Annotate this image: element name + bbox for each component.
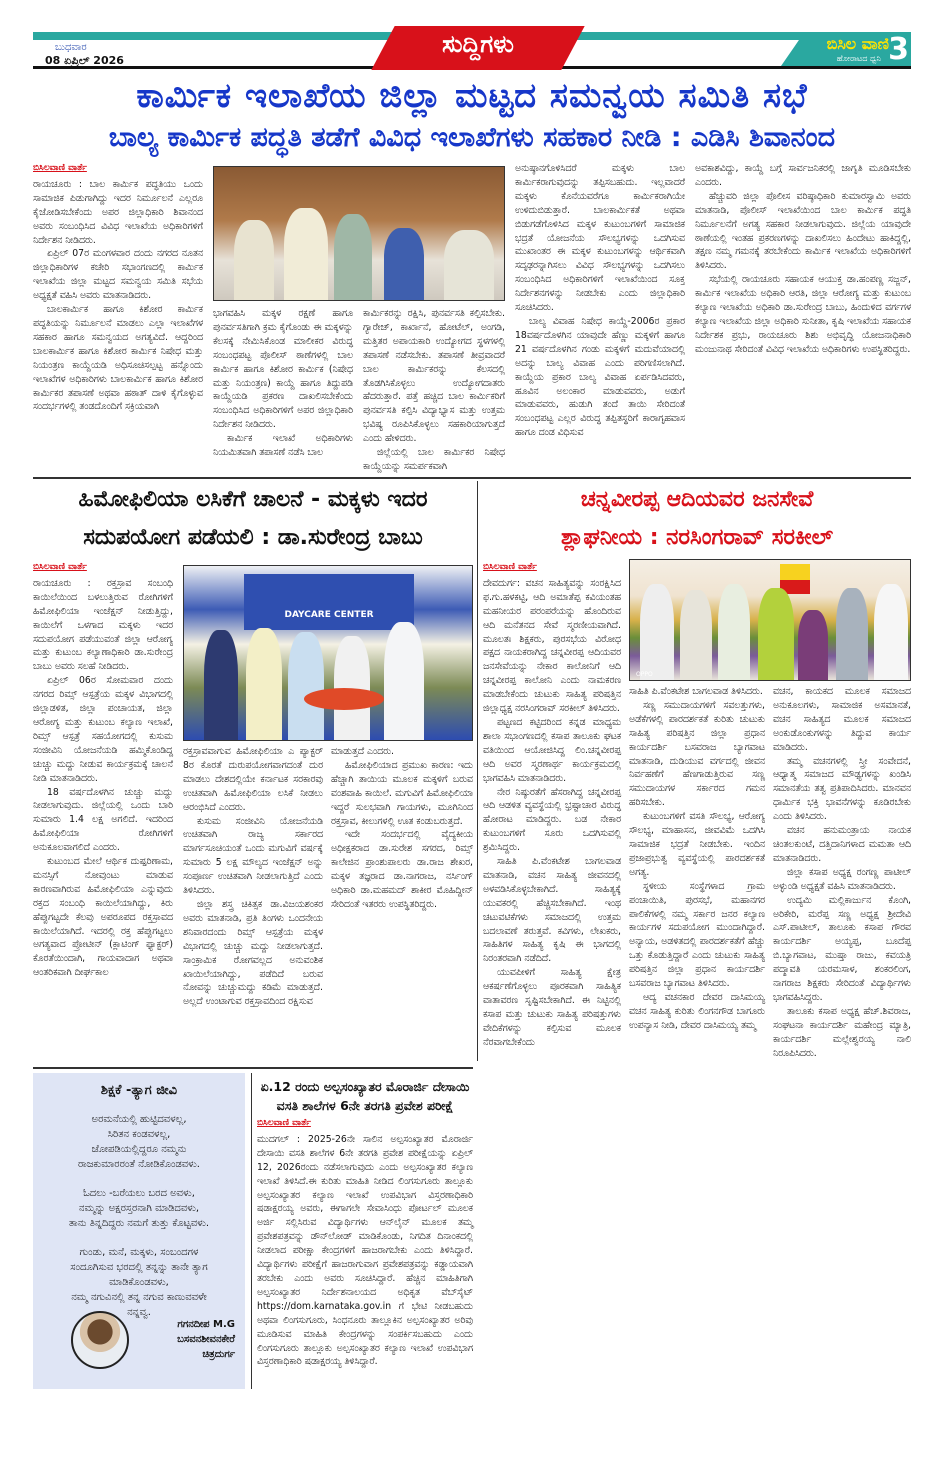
- paragraph: ಇದೇ ಸಂದರ್ಭದಲ್ಲಿ ವೈದ್ಯಕೀಯ ಅಧೀಕ್ಷಕರಾದ ಡಾ.ಸುರೇಶ ಸಗರದ, ರಿಮ್ಸ್ ಕಾಲೇಜಿನ ಪ್ರಾಂಶುಪಾಲರು ಡಾ.ರಾಜ ಶೇಖರ, ಮಕ್ಕಳ ತಜ್ಞರಾದ ಡಾ.ನಾಗರಾಜ, ನರ್ಸಿಂಗ್ ಅಧಿಕಾರಿ ಡಾ.ಮಹಮದ್ ಶಾಕೀರ ಮೊಹಿದ್ದೀನ್ ಸೇರಿದಂತೆ ಇತರರು ಉಪಸ್ಥಿತರಿದ್ದರು.: [331, 829, 473, 910]
- brand-name: ಬಿಸಿಲ ವಾಣಿ: [826, 34, 889, 53]
- paragraph: ಪಟ್ಟಣದ ಕಟ್ಟಿದರಿಂದ ಕನ್ನಡ ಮಾಧ್ಯಮ ಶಾಲಾ ಸಭಾಂಗಣದಲ್ಲಿ ಕಸಾಪ ತಾಲೂಕು ಘಟಕ ವತಿಯಿಂದ ಆಯೋಜಿಸಿದ್ದ ಲಿಂ.ಚನ್ನವೀರಪ್ಪ ಆದಿ ಅವರ ಸ್ಮರಣಾರ್ಥ ಕಾರ್ಯಕ್ರಮದಲ್ಲಿ ಭಾಗವಹಿಸಿ ಮಾತನಾಡಿದರು.: [483, 716, 621, 784]
- paragraph: ಜಿಲ್ಲಾ ಕಸಾಪ ಅಧ್ಯಕ್ಷ ರಂಗಣ್ಣ ಪಾಟೀಲ್ ಅಳ್ಳುಂಡಿ ಅಧ್ಯಕ್ಷತೆ ವಹಿಸಿ ಮಾತನಾಡಿದರು.: [773, 866, 911, 892]
- section-divider: [33, 477, 911, 479]
- paragraph: ಏಪ್ರಿಲ್ 06ರ ಸೋಮವಾರ ದಂದು ನಗರದ ರಿಮ್ಸ್ ಆಸ್ಪತ್ರೆಯ ಮಕ್ಕಳ ವಿಭಾಗದಲ್ಲಿ ಜಿಲ್ಲಾಡಳಿತ, ಜಿಲ್ಲಾ ಪಂಚಾಯತ, ಜಿಲ್ಲಾ ಆರೋಗ್ಯ ಮತ್ತು ಕುಟುಂಬ ಕಲ್ಯಾಣ ಇಲಾಖೆ, ರಿಮ್ಸ್ ಆಸ್ಪತ್ರೆ ಸಹಯೋಗದಲ್ಲಿ ಕುಸುಮ ಸಂಜೀವಿನಿ ಯೋಜನೆಯಡಿ ಹಮ್ಮಿಕೊಂಡಿದ್ದ ಚುಚ್ಚು ಮದ್ದು ನೀಡುವ ಕಾರ್ಯಕ್ರಮಕ್ಕೆ ಚಾಲನೆ ನೀಡಿ ಮಾತನಾಡಿದರು.: [33, 675, 173, 784]
- hemophilia-photo: [183, 565, 473, 741]
- person-figure: [640, 584, 674, 680]
- paragraph: ತಾಲೂಕು ಕಸಾಪ ಅಧ್ಯಕ್ಷ ಹೆಚ್.ಶಿವರಾಜ, ಸಂಘಟನಾ ಕಾರ್ಯದರ್ಶಿ ಮಹೇಂದ್ರ ಮ್ಯಾತ್ರಿ, ಕಾರ್ಯದರ್ಶಿ ಮಲ್ಲೇಶ್ವರಯ್ಯ ನಾಲಿ ನಿರೂಪಿಸಿದರು.: [773, 1005, 911, 1059]
- paragraph: ಉದ್ಯಮಿ ಮಲ್ಲಿಕಾರ್ಜುನ ಕೊಂಗಿ, ಅರಿಕೇರಿ, ಮರೆಪ್ಪ ಸಣ್ಣ ಅಧ್ಯಕ್ಷ ಶ್ರೀದೇವಿ ಎಸ್.ಪಾಟೀಲ್, ತಾಲೂಕು ಕಸಾಪ ಗೌರವ ಕಾರ್ಯದರ್ಶಿ ಅಯ್ಯಪ್ಪ, ಬೂದೆಪ್ಪ ಬಿ.ಬ್ಯಾಗವಾಟ, ಮುಷ್ತಾ ರಾಜು, ಕವಯತ್ರಿ ಪದ್ಮಾವತಿ ಯರಮಸಾಳ, ಶಂಕರಲಿಂಗ, ನಾಗರಾಜ ಶಿಕ್ಷಕರು ಸೇರಿದಂತೆ ವಿದ್ಯಾರ್ಥಿಗಳು ಭಾಗವಹಿಸಿದ್ದರು.: [773, 894, 911, 1003]
- hemophilia-column-3: [331, 745, 473, 912]
- hemophilia-headline: [33, 481, 473, 557]
- paragraph: ಬಾಲ್ಯ ವಿವಾಹ ನಿಷೇಧ ಕಾಯ್ದೆ-2006ರ ಪ್ರಕಾರ 18ವರ್ಷದೊಳಗಿನ ಯಾವುದೇ ಹೆಣ್ಣು ಮಕ್ಕಳಿಗೆ ಹಾಗೂ 21 ವರ್ಷದೊಳಗಿನ ಗಂಡು ಮಕ್ಕಳಿಗೆ ಮದುವೆಯಾದಲ್ಲಿ ಅದನ್ನು ಬಾಲ್ಯ ವಿವಾಹ ಎಂದು ಪರಿಗಣಿಸಲಾಗಿದೆ. ಕಾಯ್ದೆಯ ಪ್ರಕಾರ ಬಾಲ್ಯ ವಿವಾಹ ಏರ್ಪಡಿಸಿದವರು, ಹೂವಿನ ಅಲಂಕಾರ ಮಾಡುವವರು, ಅಡುಗೆ ಮಾಡುವವರು, ಹುಡುಗಿ ತಂದೆ ತಾಯಿ ಸೇರಿದಂತೆ ಸಂಬಂಧಪಟ್ಟ ಎಲ್ಲರ ವಿರುದ್ಧ ತಪ್ಪಿತಸ್ಥರಿಗೆ ಕಾರಾಗೃಹವಾಸ ಹಾಗೂ ದಂಡ ವಿಧಿಸುವ: [515, 315, 685, 439]
- hemophilia-column-1: [33, 561, 173, 980]
- paragraph: ಅವಕಾಶವಿದ್ದು, ಕಾಯ್ದೆ ಬಗ್ಗೆ ಸಾರ್ವಜನಿಕರಲ್ಲಿ ಜಾಗೃತಿ ಮೂಡಿಸಬೇಕು ಎಂದರು.: [695, 163, 911, 188]
- person-figure: [680, 590, 712, 680]
- author-avatar: [71, 1311, 129, 1369]
- paragraph: ಸ್ಥಳೀಯ ಸಂಸ್ಥೆಗಳಾದ ಗ್ರಾಮ ಪಂಚಾಯಿತಿ, ಪುರಸಭೆ, ಮಹಾನಗರ ಪಾಲಿಕೆಗಳಲ್ಲಿ ನಮ್ಮ ಸರ್ಕಾರ ಜನರ ಕಲ್ಯಾಣ ಕಾರ್ಯಗಳ ಸದುಪಯೋಗ ಮುಂದಾಗಿದ್ದಾರೆ. ಅನ್ಯಾಯ, ಅಡಳಿತದಲ್ಲಿ ಪಾರದರ್ಶಕತೆಗೆ ಹೆಚ್ಚು ಒತ್ತು ಕೊಡುತ್ತಿದ್ದಾರೆ ಎಂದು ಚುಟುಕು ಸಾಹಿತ್ಯ ಪರಿಷತ್ತಿನ ಜಿಲ್ಲಾ ಪ್ರಧಾನ ಕಾರ್ಯದರ್ಶಿ ಬಸವರಾಜ ಬ್ಯಾಗವಾಟ ತಿಳಿಸಿದರು.: [629, 880, 765, 990]
- poem-stanza: ಓದಲು -ಬರೆಯಲು ಬರದ ಅವಳು, ನಮ್ಮನ್ನು ಅಕ್ಷರಸ್ತರನಾಗಿ ಮಾಡಿದವಳು, ತಾನು ತಿನ್ನದಿದ್ದರು ನಮಗೆ ತುತ್ತು ಕೊಟ್ಟವಳು.: [68, 1188, 210, 1229]
- paragraph: ಯುವಪೀಳಿಗೆ ಸಾಹಿತ್ಯ ಕ್ಷೇತ್ರ ಆಕರ್ಷಣೆಗೊಳ್ಳಲು ಪೂರಕವಾಗಿ ಸಾಹಿತ್ಯಿಕ ವಾತಾವರಣ ಸೃಷ್ಟಿಸಬೇಕಾಗಿದೆ. ಈ ನಿಟ್ಟಿನಲ್ಲಿ ಕಸಾಪ ಮತ್ತು ಚುಟುಕು ಸಾಹಿತ್ಯ ಪರಿಷತ್ತುಗಳು ವೇದಿಕೆಗಳನ್ನು ಕಲ್ಪಿಸುವ ಮೂಲಕ ನೆರವಾಗಬೇಕೆಂದು: [483, 967, 621, 1048]
- lead-column-3: [363, 307, 505, 474]
- byline: ಬಿಸಿಲವಾಣಿ ವಾರ್ತೆ: [257, 1118, 311, 1128]
- bottom-section: [33, 1067, 911, 1397]
- person-figure: [836, 588, 868, 680]
- column-divider: [251, 1073, 252, 1389]
- channaveerappa-column-1: [483, 561, 621, 1050]
- paragraph: ಹಿಮೋಫಿಲಿಯಾದ ಪ್ರಮುಖ ಕಾರಣ: ಇದು ಹೆಚ್ಚಾಗಿ ತಾಯಿಯ ಮೂಲಕ ಮಕ್ಕಳಿಗೆ ಬರುವ ವಂಶವಾಹಿ ಕಾಯಿಲೆ. ಮಗುವಿಗೆ ಹಿಮೋಫಿಲಿಯಾ ಇದ್ದರೆ ಸುಲಭವಾಗಿ ಗಾಯಗಳು, ಮೂಗಿನಿಂದ ರಕ್ತಸ್ರಾವ, ಕೀಲುಗಳಲ್ಲಿ ಊತ ಕಂಡುಬರುತ್ತದೆ.: [331, 759, 473, 827]
- channaveerappa-column-3: [773, 685, 911, 1060]
- person-figure: [444, 230, 494, 300]
- paragraph: ಆದ್ಯ ವಚನಕಾರ ದೇವರ ದಾಸಿಮಯ್ಯ ವಚನ ಸಾಹಿತ್ಯ ಕುರಿತು ಲಿಂಗನಗೌಡ ಬಾಗೂರು ಉಪನ್ಯಾಸ ನೀಡಿ, ದೇವರ ದಾಸಿಮಯ್ಯ ತಮ್ಮ: [629, 991, 765, 1031]
- hemophilia-headline-line-1: ಹಿಮೋಫಿಲಿಯಾ ಲಸಿಕೆಗೆ ಚಾಲನೆ - ಮಕ್ಕಳು ಇದರ: [78, 487, 428, 512]
- section-divider: [33, 1067, 473, 1069]
- paragraph: ಜಿಲ್ಲಾ ಶಸ್ತ್ರ ಚಿಕಿತ್ಸಕ ಡಾ.ವಿಜಯಶಂಕರ ಅವರು ಮಾತನಾಡಿ, ಪ್ರತಿ ತಿಂಗಳು ಒಂದನೇಯ ಶನಿವಾರದಂದು ರಿಮ್ಸ್ ಆಸ್ಪತ್ರೆಯ ಮಕ್ಕಳ ವಿಭಾಗದಲ್ಲಿ ಚುಚ್ಚು ಮದ್ದು ನೀಡಲಾಗುತ್ತದೆ. ಸಾಂಕ್ರಾಮಿಕ ರೋಗವಲ್ಲದ ಅನುವಂಶಿಕ ಖಾಯಿಲೆಯಾಗಿದ್ದು, ಪಡೆದಿದೆ ಬರುವ ನೋವನ್ನು ಚುಚ್ಚುಮದ್ದು ಕಡಿಮೆ ಮಾಡುತ್ತದೆ. ಅಲ್ಲದೆ ಉಂಟಾಗುವ ರಕ್ತಸ್ರಾವದಿಂದ ರಕ್ಷಿಸುವ: [183, 898, 323, 1008]
- paragraph: ಕುಟುಂಬಗಳಿಗೆ ವಸತಿ ಸೌಲಭ್ಯ, ಆರೋಗ್ಯ ಸೌಲಭ್ಯ, ಮಾಹಾಸನ, ಜೀವವಿಮೆ ಒದಗಿಸಿ ಸಾಮಾಜಿಕ ಭದ್ರತೆ ನೀಡಬೇಕು. ಇಂದಿನ ಪ್ರಜಾಪ್ರಭುತ್ವ ವ್ಯವಸ್ಥೆಯಲ್ಲಿ ಪಾರದರ್ಶಕತೆ ಅಗತ್ಯ.: [629, 811, 765, 878]
- person-figure: [234, 220, 274, 300]
- lead-story: [33, 162, 911, 477]
- poem-title: ಶಿಕ್ಷಕೆ -ತ್ಯಾಗ ಜೀವಿ: [100, 1083, 178, 1098]
- lead-headline: ಕಾರ್ಮಿಕ ಇಲಾಖೆಯ ಜಿಲ್ಲಾ ಮಟ್ಟದ ಸಮನ್ವಯ ಸಮಿತಿ ಸಭೆ: [136, 76, 808, 116]
- paragraph: ಭಾಗವಹಿಸಿ ಮಕ್ಕಳ ರಕ್ಷಣೆ ಹಾಗೂ ಪುನರ್ವಸತಿಗಾಗಿ ಕ್ರಮ ಕೈಗೊಂಡು ಈ ಮಕ್ಕಳನ್ನು ಕೆಲಸಕ್ಕೆ ನೇಮಿಸಿಕೊಂಡ ಮಾಲೀಕರ ವಿರುದ್ಧ ಸಂಬಂಧಪಟ್ಟ ಪೊಲೀಸ್ ಠಾಣೆಗಳಲ್ಲಿ ಬಾಲ ಕಾರ್ಮಿಕ ಹಾಗೂ ಕಿಶೋರ ಕಾರ್ಮಿಕ (ನಿಷೇಧ ಮತ್ತು ನಿಯಂತ್ರಣ) ಕಾಯ್ದೆ ಹಾಗೂ ತಿದ್ದುಪಡಿ ಕಾಯ್ದೆಯಡಿ ಪ್ರಕರಣ ದಾಖಲಿಸಬೇಕೆಂದು ಸಂಬಂಧಿಸಿದ ಅಧಿಕಾರಿಗಳಿಗೆ ಅಪರ ಜಿಲ್ಲಾಧಿಕಾರಿ ನಿರ್ದೇಶನ ನೀಡಿದರು.: [213, 308, 353, 431]
- exam-headline-line-1: ಏ.12 ರಂದು ಅಲ್ಪಸಂಖ್ಯಾತರ ಮೊರಾರ್ಜಿ ದೇಸಾಯಿ: [260, 1079, 470, 1094]
- section-label: ಸುದ್ದಿಗಳು: [442, 30, 514, 58]
- person-figure: [384, 228, 424, 300]
- channaveerappa-headline: [483, 481, 911, 557]
- paragraph: ಸಾಹಿತಿ ಪಿ.ವೆಂಕಟೇಶ ಬಾಗಲವಾಡ ತಿಳಿಸಿದರು.: [629, 686, 763, 697]
- person-figure: [874, 584, 908, 680]
- lead-column-5: [695, 162, 911, 357]
- person-figure: [284, 208, 328, 300]
- photo-banner: DAYCARE CENTER: [244, 574, 414, 630]
- felicitation-photo: [629, 559, 911, 681]
- paragraph: ರಕ್ತಸ್ರಾವವಾಗುವ ಹಿಮೋಫಿಲಿಯಾ ಎ ಪ್ಯಾಕ್ಟರ್ 8ರ ಕೊರತೆ ದುರುಪಯೋಗವಾಗದಂತೆ ದುರ ಮಾಡಲು ದೇಶದಲ್ಲಿಯೇ ಕರ್ನಾಟಕ ಸರಕಾರವು ಉಚಿತವಾಗಿ ಹಿಮೋಫಿಲಿಯಾ ಲಸಿಕೆ ನೀಡಲು ಆರಂಭಿಸಿದೆ ಎಂದರು.: [183, 746, 323, 813]
- paragraph: ರಾಯಚೂರು : ಬಾಲ ಕಾರ್ಮಿಕ ಪದ್ಧತಿಯು ಒಂದು ಸಾಮಾಜಿಕ ಪಿಡುಗಾಗಿದ್ದು ಇದರ ನಿರ್ಮೂಲನೆ ಎಲ್ಲರೂ ಕೈಜೋಡಿಸಬೇಕೆಂದು ಅಪರ ಜಿಲ್ಲಾಧಿಕಾರಿ ಶಿವಾನಂದ ಅವರು ಸಂಬಂಧಿಸಿದ ವಿವಿಧ ಇಲಾಖೆಯ ಅಧಿಕಾರಿಗಳಿಗೆ ನಿರ್ದೇಶನ ನೀಡಿದರು.: [33, 178, 203, 246]
- paragraph: ಕಾರ್ಮಿಕರನ್ನು ರಕ್ಷಿಸಿ, ಪುನರ್ವಸತಿ ಕಲ್ಪಿಸಬೇಕು. ಗ್ಯಾರೇಜ್, ಕಾರ್ಖಾನೆ, ಹೋಟೆಲ್, ಅಂಗಡಿ, ಮತ್ತಿತರ ಅಪಾಯಕಾರಿ ಉದ್ಯೋಗದ ಸ್ಥಳಗಳಲ್ಲಿ ತಪಾಸಣೆ ನಡೆಸಬೇಕು. ತಪಾಸಣೆ ತೀವ್ರವಾದರೆ ಬಾಲ ಕಾರ್ಮಿಕರನ್ನು ಕೆಲಸದಲ್ಲಿ ತೊಡಗಿಸಿಕೊಳ್ಳಲು ಉದ್ಯೋಗದಾತರು ಹೆದರುತ್ತಾರೆ. ಪತ್ತೆ ಹಚ್ಚಿದ ಬಾಲ ಕಾರ್ಮಿಕರಿಗೆ ಪುನರ್ವಸತಿ ಕಲ್ಪಿಸಿ ವಿದ್ಯಾಭ್ಯಾಸ ಮತ್ತು ಉತ್ತಮ ಭವಿಷ್ಯ ರೂಪಿಸಿಕೊಳ್ಳಲು ಸಹಕಾರಿಯಾಗುತ್ತದೆ ಎಂದು ಹೇಳಿದರು.: [363, 308, 505, 445]
- poem-author: [177, 1317, 235, 1362]
- paragraph: ಸಭೆಯಲ್ಲಿ ರಾಯಚೂರು ಸಹಾಯಕ ಆಯುಕ್ತ ಡಾ.ಹಂಪಣ್ಣ ಸಜ್ಜನ್, ಕಾರ್ಮಿಕ ಇಲಾಖೆಯ ಅಧಿಕಾರಿ ಆರತಿ, ಜಿಲ್ಲಾ ಆರೋಗ್ಯ ಮತ್ತು ಕುಟುಂಬ ಕಲ್ಯಾಣ ಇಲಾಖೆಯ ಅಧಿಕಾರಿ ಡಾ.ಸುರೇಂದ್ರ ಬಾಬು, ಹಿಂದುಳಿದ ವರ್ಗಗಳ ಕಲ್ಯಾಣ ಇಲಾಖೆಯ ಜಿಲ್ಲಾ ಅಧಿಕಾರಿ ಸುನೀತಾ, ಕೃಷಿ ಇಲಾಖೆಯ ಸಹಾಯಕ ನಿರ್ದೇಶಕ ಪ್ರಭು, ರಾಯಚೂರು ಶಿಶು ಅಭಿವೃದ್ಧಿ ಯೋಜನಾಧಿಕಾರಿ ಮಂಜುನಾಥ ಸೇರಿದಂತೆ ವಿವಿಧ ಇಲಾಖೆಯ ಅಧಿಕಾರಿಗಳು ಉಪಸ್ಥಿತರಿದ್ದರು.: [695, 274, 911, 355]
- paragraph: ತಮ್ಮ ವಚನಗಳಲ್ಲಿ ಸ್ತ್ರೀ ಸಂವೇದನೆ, ಆಧ್ಯಾತ್ಮ ಸಮಾಜದ ಮೌಢ್ಯಗಳನ್ನು ಖಂಡಿಸಿ ಸಮಾನತೆಯ ತತ್ವ ಪ್ರತಿಪಾದಿಸಿದರು. ಮಾನವನ ಧಾರ್ಮಿಕ ಭಕ್ತಿ ಭಾವನೆಗಳನ್ನು ಕೂಡಿರಬೇಕು ಎಂದು ತಿಳಿಸಿದರು.: [773, 755, 911, 823]
- paragraph: ಏಪ್ರಿಲ್ 07ರ ಮಂಗಳವಾರ ದಂದು ನಗರದ ನೂತನ ಜಿಲ್ಲಾಧಿಕಾರಿಗಳ ಕಚೇರಿ ಸಭಾಂಗಣದಲ್ಲಿ ಕಾರ್ಮಿಕ ಇಲಾಖೆಯ ಜಿಲ್ಲಾ ಮಟ್ಟದ ಸಮನ್ವಯ ಸಮಿತಿ ಸಭೆಯ ಅಧ್ಯಕ್ಷತೆ ವಹಿಸಿ ಅವರು ಮಾತನಾಡಿದರು.: [33, 248, 203, 302]
- photo-watermark: OPPO: [636, 671, 653, 678]
- poem-stanza: ಗುಂಡು, ಮನೆ, ಮಕ್ಕಳು, ಸಂಬಂದಗಳ ಸಂದೂಗಿಸುವ ಭರದಲ್ಲಿ ತನ್ನನ್ನು ತಾನೇ ತ್ಯಾಗ ಮಾಡಿಕೊಂಡವಳು, ನಮ್ಮ ನಗುವಿನಲ್ಲಿ ತನ್ನ ನಗುವ ಕಾಣುವವಳೇ ನನ್ನವ್ವ.: [70, 1247, 208, 1318]
- issue-day: ಬುಧವಾರ: [55, 42, 87, 53]
- person-figure: [718, 584, 750, 680]
- paragraph: ಮುದಗಲ್ : 2025-26ನೇ ಸಾಲಿನ ಅಲ್ಪಸಂಖ್ಯಾತರ ಮೊರಾರ್ಜಿ ದೇಸಾಯಿ ವಸತಿ ಶಾಲೆಗಳ 6ನೇ ತರಗತಿ ಪ್ರವೇಶ ಪರೀಕ್ಷೆಯನ್ನು ಏಪ್ರಿಲ್ 12, 2026ರಂದು ನಡೆಸಲಾಗುವುದು ಎಂದು ಅಲ್ಪಸಂಖ್ಯಾತರ ಕಲ್ಯಾಣ ಇಲಾಖೆ ತಿಳಿಸಿದೆ.ಈ ಕುರಿತು ಮಾಹಿತಿ ನೀಡಿದ ಲಿಂಗಸುಗೂರು ತಾಲ್ಲೂಕು ಅಲ್ಪಸಂಖ್ಯಾತರ ಕಲ್ಯಾಣ ಇಲಾಖೆ ಉಪವಿಭಾಗ ವಿಸ್ತರಣಾಧಿಕಾರಿ ಷಡಾಕ್ಷರಯ್ಯ ಅವರು, ಈಗಾಗಲೇ ಸೇವಾಸಿಂಧು ಪೋರ್ಟಲ್ ಮೂಲಕ ಅರ್ಜಿ ಸಲ್ಲಿಸಿರುವ ವಿದ್ಯಾರ್ಥಿಗಳು ಆನ್‌ಲೈನ್ ಮೂಲಕ ತಮ್ಮ ಪ್ರವೇಶಪತ್ರವನ್ನು ಡೌನ್‌ಲೋಡ್ ಮಾಡಿಕೊಂಡು, ನಿಗದಿತ ದಿನಾಂಕದಲ್ಲಿ ನೀಡಲಾದ ಪರೀಕ್ಷಾ ಕೇಂದ್ರಗಳಿಗೆ ಹಾಜರಾಗಬೇಕು ಎಂದು ತಿಳಿಸಿದ್ದಾರೆ. ವಿದ್ಯಾರ್ಥಿಗಳು ಪರೀಕ್ಷೆಗೆ ಹಾಜರಾಗುವಾಗ ಪ್ರವೇಶಪತ್ರವನ್ನು ಕಡ್ಡಾಯವಾಗಿ ತರಬೇಕು ಎಂದು ಅವರು ಸೂಚಿಸಿದ್ದಾರೆ. ಹೆಚ್ಚಿನ ಮಾಹಿತಿಗಾಗಿ ಅಲ್ಪಸಂಖ್ಯಾತರ ನಿರ್ದೇಶನಾಲಯದ ಅಧಿಕೃತ ವೆಬ್‌ಸೈಟ್ https://dom.karnataka.gov.in ಗೆ ಭೇಟಿ ನೀಡಬಹುದು ಅಥವಾ ಲಿಂಗಸುಗೂರು, ಸಿಂಧನೂರು ತಾಲ್ಲೂಕಿನ ಅಲ್ಪಸಂಖ್ಯಾತರ ಅರಿವು ಮೂಡಿಸುವ ಮಾಹಿತಿ ಕೇಂದ್ರಗಳನ್ನು ಸಂಪರ್ಕಿಸಬಹುದು ಎಂದು ಲಿಂಗಸುಗೂರು ತಾಲ್ಲೂಕು ಅಲ್ಪಸಂಖ್ಯಾತರ ಕಲ್ಯಾಣ ಇಲಾಖೆ ಉಪವಿಭಾಗ ವಿಸ್ತರಣಾಧಿಕಾರಿ ಷಡಾಕ್ಷರಯ್ಯ ತಿಳಿಸಿದ್ದಾರೆ.: [257, 1133, 473, 1368]
- paragraph: ವಚನ, ಕಾಯಕದ ಮೂಲಕ ಸಮಾಜದ ಅನುಕೂಲಗಳು, ಸಾಮಾಜಿಕ ಅಸಮಾನತೆ, ವಚನ ಸಾಹಿತ್ಯದ ಮೂಲಕ ಸಮಾಜದ ಅಂಕುಡೊಂಕುಗಳನ್ನು ತಿದ್ದುವ ಕಾರ್ಯ ಮಾಡಿದರು.: [773, 686, 911, 753]
- paragraph: ರಾಯಚೂರು : ರಕ್ತಸ್ರಾವ ಸಂಬಂಧಿ ಕಾಯಿಲೆಯಿಂದ ಬಳಲುತ್ತಿರುವ ರೋಗಿಗಳಿಗೆ ಹಿಮೋಫಿಲಿಯಾ ಇಂಜೆಕ್ಷನ್ ನೀಡುತ್ತಿದ್ದು, ಕಾಯಿಲೆಗೆ ಒಳಗಾದ ಮಕ್ಕಳು ಇದರ ಸದುಪಯೋಗ ಪಡೆಯುವಂತೆ ಜಿಲ್ಲಾ ಆರೋಗ್ಯ ಮತ್ತು ಕುಟುಂಬ ಕಲ್ಯಾಣಾಧಿಕಾರಿ ಡಾ.ಸುರೇಂದ್ರ ಬಾಬು ಅವರು ಸಲಹೆ ನೀಡಿದರು.: [33, 577, 173, 673]
- person-figure: [334, 214, 372, 300]
- flag-decoration: [780, 564, 810, 580]
- lead-subheadline: ಬಾಲ್ಯ ಕಾರ್ಮಿಕ ಪದ್ಧತಿ ತಡೆಗೆ ವಿವಿಧ ಇಲಾಖೆಗಳು ಸಹಕಾರ ನೀಡಿ : ಎಡಿಸಿ ಶಿವಾನಂದ: [108, 122, 836, 153]
- paragraph: ಅನುಷ್ಠಾನಗೊಳಿಸಿದರೆ ಮಕ್ಕಳು ಬಾಲ ಕಾರ್ಮಿಕರಾಗುವುದನ್ನು ತಪ್ಪಿಸಬಹುದು. ಇಲ್ಲವಾದರೆ ಮಕ್ಕಳು ಕೊನೆಯವರೆಗೂ ಕಾರ್ಮಿಕರಾಗಿಯೇ ಉಳಿದುಬಿಡುತ್ತಾರೆ. ಬಾಲಕಾರ್ಮಿಕತೆ ಅಥವಾ ಬಿಡುಗಡೆಗೊಳಿಸಿದ ಮಕ್ಕಳ ಕುಟುಂಬಗಳಿಗೆ ಸಾಮಾಜಿಕ ಭದ್ರತೆ ಯೋಜನೆಯ ಸೌಲಭ್ಯಗಳನ್ನು ಒದಗಿಸುವ ಮುಖಾಂತರ ಈ ಮಕ್ಕಳ ಕುಟುಂಬಗಳನ್ನು ಆರ್ಥಿಕವಾಗಿ ಸದೃಢರನ್ನಾಗಿಸಲು ವಿವಿಧ ಸೌಲಭ್ಯಗಳನ್ನು ಒದಗಿಸಲು ಸಂಬಂಧಿಸಿದ ಅಧಿಕಾರಿಗಳಿಗೆ ಇಲಾಖೆಯಿಂದ ಸೂಕ್ತ ನಿರ್ದೇಶನಗಳನ್ನು ನೀಡಬೇಕು ಎಂದು ಜಿಲ್ಲಾಧಿಕಾರಿ ಸೂಚಿಸಿದರು.: [515, 163, 685, 314]
- paragraph: ಸಣ್ಣ ಸಮುದಾಯಗಳಿಗೆ ಸವಲತ್ತುಗಳು, ಅಡೆಕೆಗಳಲ್ಲಿ ಪಾರದರ್ಶಕತೆ ಕುರಿತು ಚುಟುಕು ಸಾಹಿತ್ಯ ಪರಿಷತ್ತಿನ ಜಿಲ್ಲಾ ಪ್ರಧಾನ ಕಾರ್ಯದರ್ಶಿ ಬಸವರಾಜ ಬ್ಯಾಗವಾಟ ಮಾತನಾಡಿ, ದುಡಿಯುವ ವರ್ಗದಲ್ಲಿ ಜೀವನ ನಿರ್ವಹಣೆಗೆ ಹೆಣಗಾಡುತ್ತಿರುವ ಸಣ್ಣ ಸಮುದಾಯಗಳ ಸರ್ಕಾರದ ಗಮನ ಹರಿಸಬೇಕು.: [629, 699, 765, 809]
- author-district: ಚಿತ್ರದುರ್ಗ: [202, 1349, 235, 1360]
- paragraph: ಸಾಹಿತಿ ಪಿ.ವೆಂಕಟೇಶ ಬಾಗಲವಾಡ ಮಾತನಾಡಿ, ವಚನ ಸಾಹಿತ್ಯ ಜೀವನದಲ್ಲಿ ಅಳವಡಿಸಿಕೊಳ್ಳಬೇಕಾಗಿದೆ. ಸಾಹಿತ್ಯಕ್ಕೆ ಯುವಕರಲ್ಲಿ ಹೆಚ್ಚಿಸಬೇಕಾಗಿದೆ. ಇಂಥ ಚಟುವಟಿಕೆಗಳು ಸಮಾಜದಲ್ಲಿ ಉತ್ತಮ ಬದಲಾವಣೆ ತರುತ್ತವೆ. ಕವಿಗಳು, ಲೇಖಕರು, ಸಾಹಿತಿಗಳ ಸಾಹಿತ್ಯ ಕೃಷಿ ಈ ಭಾಗದಲ್ಲಿ ನಿರಂತರವಾಗಿ ನಡೆದಿದೆ.: [483, 856, 621, 965]
- hemophilia-headline-line-2: ಸದುಪಯೋಗ ಪಡೆಯಲಿ : ಡಾ.ಸುರೇಂದ್ರ ಬಾಬು: [83, 525, 423, 550]
- column-divider: [477, 481, 478, 1061]
- channaveerappa-headline-line-2: ಶ್ಲಾಘನೀಯ : ನರಸಿಂಗರಾವ್ ಸರಕೀಲ್: [560, 525, 834, 550]
- byline: ಬಿಸಿಲವಾಣಿ ವಾರ್ತೆ: [33, 163, 87, 173]
- issue-date: 08 ಏಪ್ರಿಲ್ 2026: [45, 54, 124, 67]
- paragraph: ಮಾಡುತ್ತದೆ ಎಂದರು.: [331, 746, 394, 757]
- channaveerappa-column-2: [629, 685, 765, 1033]
- lead-column-2: [213, 307, 353, 460]
- person-figure: [204, 630, 238, 740]
- paragraph: ಹೆಚ್ಚುವರಿ ಜಿಲ್ಲಾ ಪೊಲೀಸ ವರಿಷ್ಠಾಧಿಕಾರಿ ಕುಮಾರಸ್ವಾಮಿ ಅವರು ಮಾತನಾಡಿ, ಪೊಲೀಸ್ ಇಲಾಖೆಯಿಂದ ಬಾಲ ಕಾರ್ಮಿಕ ಪದ್ಧತಿ ನಿರ್ಮೂಲನೆಗೆ ಅಗತ್ಯ ಸಹಕಾರ ನೀಡಲಾಗುವುದು. ಜಿಲ್ಲೆಯ ಯಾವುದೇ ಠಾಣೆಯಲ್ಲಿ ಇಂತಹ ಪ್ರಕರಣಗಳನ್ನು ದಾಖಲಿಸಲು ಹಿಂದೇಟು ಹಾಕಿದ್ದಲ್ಲಿ, ತಕ್ಷಣ ನಮ್ಮ ಗಮನಕ್ಕೆ ತರಬೇಕೆಂದು ಕಾರ್ಮಿಕ ಇಲಾಖೆಯ ಅಧಿಕಾರಿಗಳಿಗೆ ತಿಳಿಸಿದರು.: [695, 190, 911, 272]
- person-figure: [758, 588, 794, 680]
- brand-tagline: ಹೋರಾಟದ ಧ್ವನಿ: [836, 54, 881, 63]
- byline: ಬಿಸಿಲವಾಣಿ ವಾರ್ತೆ: [33, 562, 87, 572]
- channaveerappa-headline-line-1: ಚನ್ನವೀರಪ್ಪ ಆದಿಯವರ ಜನಸೇವೆ: [580, 487, 814, 512]
- person-figure: [246, 628, 282, 740]
- masthead: [33, 32, 911, 68]
- paragraph: ಬಾಲಕಾರ್ಮಿಕ ಹಾಗೂ ಕಿಶೋರ ಕಾರ್ಮಿಕ ಪದ್ಧತಿಯನ್ನು ನಿರ್ಮೂಲನೆ ಮಾಡಲು ಎಲ್ಲಾ ಇಲಾಖೆಗಳ ಸಹಕಾರ ಹಾಗೂ ಸಮನ್ವಯದ ಅಗತ್ಯವಿದೆ. ಆದ್ದರಿಂದ ಬಾಲಕಾರ್ಮಿಕ ಹಾಗೂ ಕಿಶೋರ ಕಾರ್ಮಿಕ ನಿಷೇಧ ಮತ್ತು ನಿಯಂತ್ರಣ ಕಾಯ್ದೆಯಡಿ ಅಧಿಸೂಚಿಸಲ್ಪಟ್ಟ ಹನ್ನೊಂದು ಇಲಾಖೆಗಳ ಅಧಿಕಾರಿಗಳು ಬಾಲಕಾರ್ಮಿಕ ಹಾಗೂ ಕಿಶೋರ ಕಾರ್ಮಿಕರ ತಪಾಸಣೆ ಅಥವಾ ಹಠಾತ್ ದಾಳಿ ಕೈಗೊಳ್ಳುವ ಸಂದರ್ಭಗಳಲ್ಲಿ ತಂಡದೊಂದಿಗೆ ಸಕ್ರಿಯವಾಗಿ: [33, 304, 203, 413]
- hemophilia-column-2: [183, 745, 323, 1009]
- exam-story: [257, 1077, 473, 1369]
- page-number: 3: [888, 32, 909, 67]
- person-figure: [798, 610, 828, 680]
- exam-headline-line-2: ವಸತಿ ಶಾಲೆಗಳ 6ನೇ ತರಗತಿ ಪ್ರವೇಶ ಪರೀಕ್ಷೆ: [276, 1098, 454, 1113]
- paragraph: ದೇವದುರ್ಗ: ವಚನ ಸಾಹಿತ್ಯವನ್ನು ಸಂರಕ್ಷಿಸಿದ ಫ.ಗು.ಹಳಕಟ್ಟಿ, ಆದಿ ಅಮಾತೆಪ್ಪ ಕವಿಯಂತಹ ಮಹನೀಯರ ಪರಂಪರೆಯನ್ನು ಹೊಂದಿರುವ ಆದಿ ಮನೆತನದ ಸೇವೆ ಸ್ಮರಣೀಯವಾಗಿದೆ. ಮೂಲತಃ ಶಿಕ್ಷಕರು, ಪುರಸಭೆಯ ವಿರೋಧ ಪಕ್ಷದ ನಾಯಕರಾಗಿದ್ದ ಚನ್ನವೀರಪ್ಪ ಆದಿಯವರ ಜನಸೇವೆಯನ್ನು ನೇಕಾರ ಕಾಲೋನಿಗೆ ಆದಿ ಚನ್ನವೀರಪ್ಪ ಕಾಲೋನಿ ಎಂದು ನಾಮಕರಣ ಮಾಡಬೇಕೆಂದು ಚುಟುಕು ಸಾಹಿತ್ಯ ಪರಿಷತ್ತಿನ ಜಿಲ್ಲಾಧ್ಯಕ್ಷ ನರಸಿಂಗರಾವ್ ಸರಕೀಲ್ ತಿಳಿಸಿದರು.: [483, 577, 621, 715]
- person-figure: [384, 622, 424, 740]
- person-figure: [288, 632, 324, 740]
- paragraph: ನೇರ ನಿಷ್ಠುರತೆಗೆ ಹೆಸರಾಗಿದ್ದ ಚನ್ನವೀರಪ್ಪ ಆದಿ ಆಡಳಿತ ವ್ಯವಸ್ಥೆಯಲ್ಲಿ ಭ್ರಷ್ಟಾಚಾರ ವಿರುದ್ಧ ಹೋರಾಟ ಮಾಡಿದ್ದರು. ಬಡ ನೇಕಾರ ಕುಟುಂಬಗಳಿಗೆ ಸೂರು ಒದಗಿಸುವಲ್ಲಿ ಶ್ರಮಿಸಿದ್ದರು.: [483, 786, 621, 854]
- newspaper-page: [33, 32, 911, 1397]
- exam-body: [257, 1117, 473, 1369]
- author-name: ಗಗನದೀಪ M.G: [177, 1319, 235, 1330]
- paragraph: 18 ವರ್ಷದೊಳಗಿನ ಚುಚ್ಚು ಮದ್ದು ನೀಡಲಾಗುವುದು. ಜಿಲ್ಲೆಯಲ್ಲಿ ಒಂದು ಬಾರಿ ಸುಮಾರು 1.4 ಲಕ್ಷ ಅಗಲಿದೆ. ಇದರಿಂದ ಹಿಮೋಫಿಲಿಯಾ ರೋಗಿಗಳಿಗೆ ಅನುಕೂಲವಾಗಲಿದೆ ಎಂದರು.: [33, 786, 173, 854]
- lead-column-1: [33, 162, 203, 414]
- paragraph: ಕುಸುಮ ಸಂಜೀವಿನಿ ಯೋಜನೆಯಡಿ ಉಚಿತವಾಗಿ ರಾಜ್ಯ ಸರ್ಕಾರದ ಮಾರ್ಗಸೂಚಿಯಂತೆ ಒಂದು ಮಗುವಿಗೆ ವರ್ಷಕ್ಕೆ ಸುಮಾರು 5 ಲಕ್ಷ ಮೌಲ್ಯದ ಇಂಜೆಕ್ಷನ್ ಅನ್ನು ಸಂಪೂರ್ಣ ಉಚಿತವಾಗಿ ನೀಡಲಾಗುತ್ತಿದೆ ಎಂದು ತಿಳಿಸಿದರು.: [183, 815, 323, 897]
- lead-column-4: [515, 162, 685, 440]
- paragraph: ವಚನ ಹನುಮಂತ್ರಾಯ ನಾಯಕ ಚಿಂತಲಕುಂಟೆ, ದತ್ತಿದಾನಿಗಳಾದ ಮಮತಾ ಆದಿ ಮಾತನಾಡಿದರು.: [773, 825, 911, 864]
- paragraph: ಜಿಲ್ಲೆಯಲ್ಲಿ ಬಾಲ ಕಾರ್ಮಿಕರ ನಿಷೇಧ ಕಾಯ್ದೆಯನ್ನು ಸಮರ್ಪಕವಾಗಿ: [363, 447, 505, 472]
- middle-section: [33, 477, 911, 1067]
- poem-box: [33, 1073, 245, 1389]
- paragraph: ಕುಟುಂಬದ ಮೇಲೆ ಆರ್ಥಿಕ ದುಷ್ಪರಿಣಾಮ, ಮನಸ್ಸಿಗೆ ನೋವುಂಟು ಮಾಡುವ ಕಾರಣವಾಗಿರುವ ಹಿಮೋಫಿಲಿಯಾ ಎನ್ನುವುದು ರಕ್ತದ ಸಂಬಂಧಿ ಕಾಯಿಲೆಯಾಗಿದ್ದು, ಕಿರು ಹೆಪ್ಪುಗಟ್ಟದೇ ಕೆಲವು ಅಪರೂಪದ ರಕ್ತಸ್ರಾವದ ಕಾಯಿಲೆಯಾಗಿದೆ. ಇದರಲ್ಲಿ ರಕ್ತ ಹೆಪ್ಪುಗಟ್ಟಲು ಅಗತ್ಯವಾದ ಪ್ರೋಟೀನ್ (ಕ್ಲಾಟಿಂಗ್ ಫ್ಯಾಕ್ಟರ್) ಕೊರತೆಯಿಂದಾಗಿ, ಗಾಯವಾದಾಗ ಅಥವಾ ಆಂತರಿಕವಾಗಿ ದೀರ್ಘಕಾಲ: [33, 856, 173, 979]
- byline: ಬಿಸಿಲವಾಣಿ ವಾರ್ತೆ: [483, 562, 537, 572]
- author-place: ಬಸವನಶೀವನಕೇರೆ: [177, 1334, 235, 1345]
- poem-stanza: ಅರಮನೆಯಲ್ಲಿ ಹುಟ್ಟಿದವಳಲ್ಲ, ಸಿರಿತನ ಕಂಡವಳಲ್ಲ, ಜೋಪಡಿಯಲ್ಲಿದ್ದರೂ ನಮ್ಮನು ರಾಜಕುಮಾರರಂತೆ ನೋಡಿಕೊಂಡವಳು.: [78, 1114, 200, 1170]
- rangoli-decoration: [304, 688, 384, 710]
- paragraph: ಕಾರ್ಮಿಕ ಇಲಾಖೆ ಅಧಿಕಾರಿಗಳು ನಿಯಮಿತವಾಗಿ ತಪಾಸಣೆ ನಡೆಸಿ ಬಾಲ: [213, 433, 353, 459]
- meeting-photo: [213, 166, 505, 301]
